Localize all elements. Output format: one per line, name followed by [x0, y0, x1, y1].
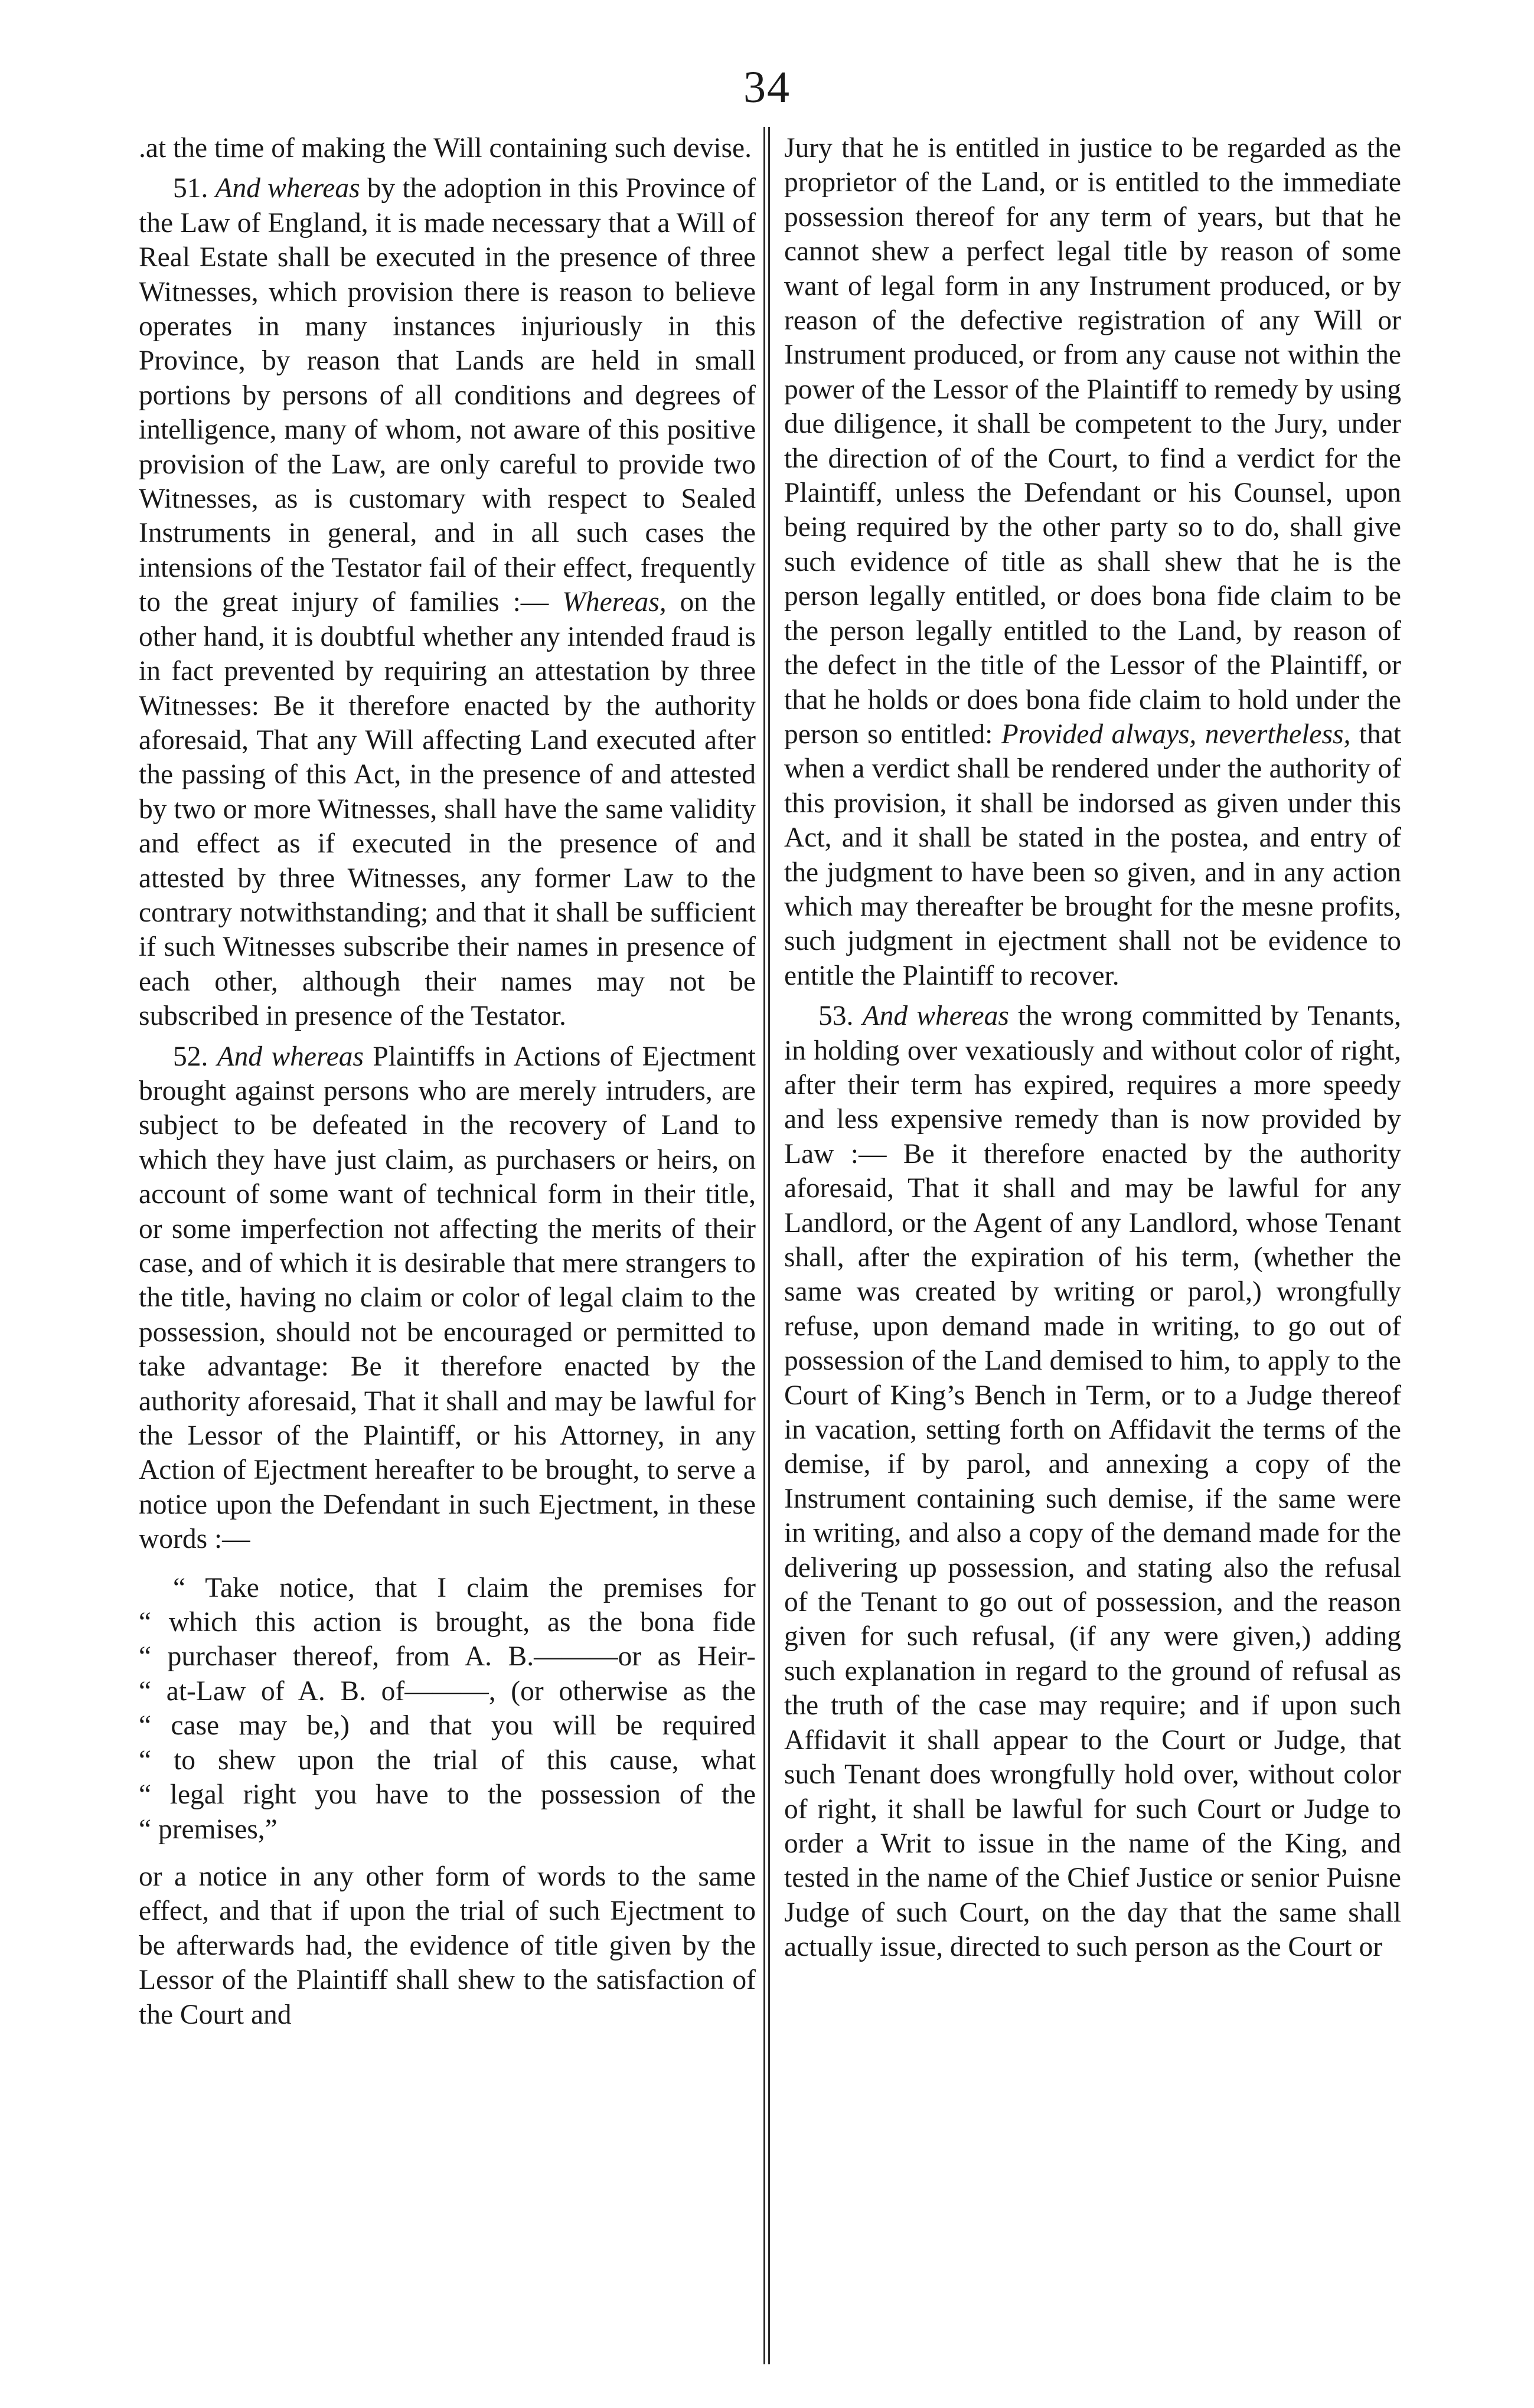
- notice-quote: [139, 1571, 756, 1847]
- column-divider: [763, 127, 770, 2364]
- section-53: [784, 999, 1401, 1964]
- quote-line: “ to shew upon the trial of this cause, what: [139, 1744, 756, 1776]
- section-number: 52.: [173, 1041, 208, 1072]
- whereas-clause: And whereas: [862, 1001, 1009, 1032]
- quote-line: “ Take notice, that I claim the premises for: [173, 1572, 756, 1603]
- quote-line: “ purchaser thereof, from A. B.———or as Heir-: [139, 1641, 756, 1672]
- proviso-clause: Provided always, nevertheless,: [1001, 718, 1351, 750]
- continuation-paragraph: .at the time of making the Will containing such devise.: [139, 133, 752, 164]
- section-body: that when a verdict shall be rendered under the authority of this provision, it shall be indorsed as given under this Act, and it shall be stated in the postea, and entry of the judgment to have been so given, and in any action which may thereafter be brought for the mesne profits, such judgment in ejectment shall not be evidence to entitle the Plaintiff to recover.: [784, 718, 1401, 991]
- section-body: the wrong committed by Tenants, in holding over vexatiously and without color of right, after their term has expired, requires a more speedy and less expensive remedy than is now provided by Law :— Be it therefore enacted by the authority aforesaid, That it shall and may be lawful for any Landlord, or the Agent of any Landlord, whose Tenant shall, after the expiration of his term, (whether the same was created by writing or parol,) wrongfully refuse, upon demand made in writing, to go out of possession of the Land demised to him, to apply to the Court of King’s Bench in Term, or to a Judge thereof in vacation, setting forth on Affidavit the terms of the demise, if by parol, and annexing a copy of the Instrument containing such demise, if the same were in writing, and also a copy of the demand made for the delivering up possession, and stating also the refusal of the Tenant to go out of possession, and the reason given for such refusal, (if any were given,) adding such explanation in regard to the ground of refusal as the truth of the case may require; and if upon such Affidavit it shall appear to the Court or Judge, that such Tenant does wrongfully hold over, without color of right, it shall be lawful for such Court or Judge to order a Writ to issue in the name of the King, and tested in the name of the Chief Justice or senior Puisne Judge of such Court, on the day that the same shall actually issue, directed to such person as the Court or: [784, 1001, 1401, 1963]
- section-body: on the other hand, it is doubtful whether any intended fraud is in fact prevented by requiring an attestation by three Witnesses: Be it therefore enacted by the authority aforesaid, That any Will affecting Land executed after the passing of this Act, in the presence of and attested by two or more Witnesses, shall have the same validity and effect as if executed in the presence of and attested by three Witnesses, any former Law to the contrary notwithstanding; and that it shall be sufficient if such Witnesses subscribe their names in presence of each other, although their names may not be subscribed in presence of the Testator.: [139, 587, 756, 1032]
- continuation-paragraph: [784, 131, 1401, 993]
- section-number: 53.: [818, 1001, 854, 1032]
- whereas-clause: And whereas: [217, 1041, 364, 1072]
- page-number: 34: [743, 63, 791, 112]
- quote-line: “ premises,”: [139, 1814, 278, 1845]
- section-number: 51.: [173, 173, 208, 204]
- section-52: [139, 1040, 756, 1557]
- quote-line: “ legal right you have to the possession of the: [139, 1779, 756, 1811]
- right-column: [784, 131, 1401, 1971]
- whereas-clause: Whereas,: [562, 587, 667, 618]
- section-body: Jury that he is entitled in justice to be regarded as the proprietor of the Land, or is entitled to the immediate possession thereof for any term of years, but that he cannot shew a perfect legal title by reason of some want of legal form in any Instrument produced, or by reason of the defective registration of any Will or Instrument produced, or from any cause not within the power of the Lessor of the Plaintiff to remedy by using due diligence, it shall be competent to the Jury, under the direction of of the Court, to find a verdict for the Plaintiff, unless the Defendant or his Counsel, upon being required by the other party so to do, shall give such evidence of title as shall shew that he is the person legally entitled, or does bona fide claim to be the person legally entitled to the Land, by reason of the defect in the title of the Lessor of the Plaintiff, or that he holds or does bona fide claim to hold under the person so entitled:: [784, 133, 1401, 750]
- left-column: [139, 131, 756, 2038]
- whereas-clause: And whereas: [215, 173, 360, 204]
- quote-line: “ at-Law of A. B. of———, (or otherwise as the: [139, 1675, 756, 1707]
- quote-line: “ case may be,) and that you will be required: [139, 1710, 756, 1742]
- section-51: [139, 171, 756, 1033]
- section-body: Plaintiffs in Actions of Ejectment brought against persons who are merely intruders, are subject to be defeated in the recovery of Land to which they have just claim, as purchasers or heirs, on account of some want of technical form in their title, or some imperfection not affecting the merits of their case, and of which it is desirable that mere strangers to the title, having no claim or color of legal claim to the possession, should not be encouraged or permitted to take advantage: Be it therefore enacted by the authority aforesaid, That it shall and may be lawful for the Lessor of the Plaintiff, or his Attorney, in any Action of Ejectment hereafter to be brought, to serve a notice upon the Defendant in such Ejectment, in these words :—: [139, 1041, 756, 1555]
- section-body: by the adoption in this Province of the Law of England, it is made necessary that a Will of Real Estate shall be executed in the presence of three Witnesses, which provision there is reason to believe operates in many instances injuriously in this Province, by reason that Lands are held in small portions by persons of all conditions and degrees of intelligence, many of whom, not aware of this positive provision of the Law, are only careful to provide two Witnesses, as is customary with respect to Sealed Instruments in general, and in all such cases the intensions of the Testator fail of their effect, frequently to the great injury of families :—: [139, 173, 756, 618]
- after-quote-paragraph: or a notice in any other form of words to the same effect, and that if upon the trial of such Ejectment to be afterwards had, the evidence of title given by the Lessor of the Plaintiff shall shew to the satisfaction of the Court and: [139, 1861, 756, 2030]
- quote-line: “ which this action is brought, as the bona fide: [139, 1607, 756, 1638]
